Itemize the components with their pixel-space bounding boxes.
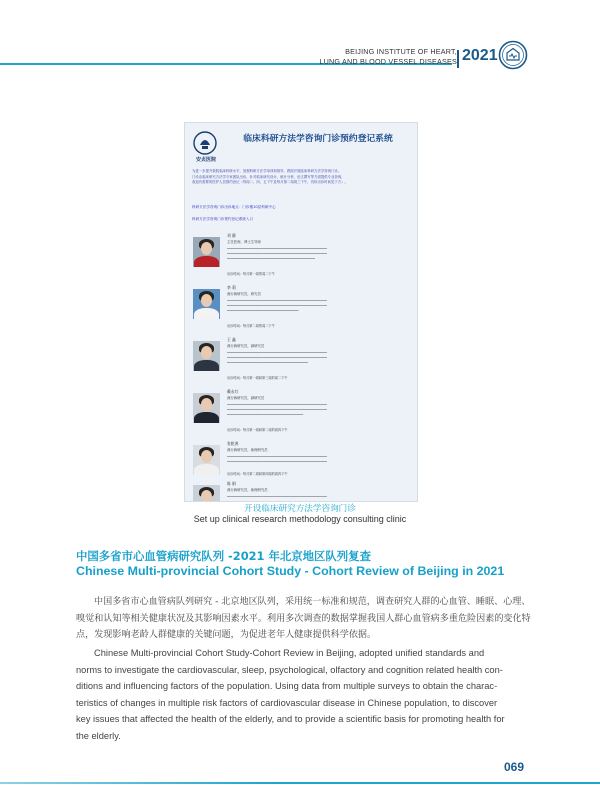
article-title-en: Chinese Multi-provincial Cohort Study - Cohort Review of Beijing in 2021 <box>76 564 505 578</box>
doctor-name: 张乾鸿 <box>227 441 239 446</box>
doctor-role: 流行病研究员，副研究员 <box>227 396 265 400</box>
body-line: 嗅觉和认知等相关健康状况及其影响因素水平。利用多次调查的数据掌握我国人群心血管病多重危险因素的变化特 <box>76 613 531 624</box>
doctor-card <box>193 285 409 330</box>
header-year: 2021 <box>462 47 498 64</box>
doctor-name: 王 鑫 <box>227 337 236 342</box>
doctor-bio: ▁▁▁▁▁▁▁▁▁▁▁▁▁▁▁▁▁▁▁▁▁▁▁▁▁▁▁▁▁▁▁▁▁▁▁▁▁▁▁▁▁▁ <box>227 493 327 497</box>
doctor-card <box>193 337 409 382</box>
doctor-photo <box>193 289 220 319</box>
body-line: 点，发现影响老龄人群健康的关键问题，为促进老年人健康提供科学依据。 <box>76 630 377 640</box>
intro-line: 门诊由临床研究方法学专家团队出诊，针对临床研究设计、统计分析、论文撰写等方面提供专业咨询， <box>192 174 345 179</box>
poster-intro <box>192 169 410 186</box>
clinic-poster-image <box>184 122 418 502</box>
hospital-logo-icon <box>193 131 217 155</box>
article-title-cn: 中国多省市心血管病研究队列 -2021 年北京地区队列复查 <box>76 549 371 563</box>
doctor-role: 流行病研究员，研究员 <box>227 292 261 296</box>
institute-name <box>319 47 457 66</box>
doctor-role: 主任医师，博士生导师 <box>227 240 261 244</box>
doctor-role: 流行病研究员，助理研究员 <box>227 488 268 492</box>
doctor-schedule: 出诊时间：每月第一周的周二下午 <box>227 272 275 276</box>
doctor-schedule: 出诊时间：每月第一周和第二周的周四下午 <box>227 428 288 432</box>
doctor-bio: ▁▁▁▁▁▁▁▁▁▁▁▁▁▁▁▁▁▁▁▁▁▁▁▁▁▁▁▁▁▁▁▁▁▁▁▁▁▁▁▁▁▁ ▁▁▁▁▁▁▁▁▁▁▁▁▁▁▁▁▁▁▁▁▁▁▁▁▁▁▁▁▁▁▁▁▁▁▁▁▁▁▁▁▁▁ ▁▁▁▁▁▁▁▁▁▁▁▁▁▁▁▁▁▁▁▁▁▁▁▁▁▁▁▁▁▁▁▁ <box>227 401 327 415</box>
doctor-name: 刘 静 <box>227 233 236 238</box>
doctor-bio: ▁▁▁▁▁▁▁▁▁▁▁▁▁▁▁▁▁▁▁▁▁▁▁▁▁▁▁▁▁▁▁▁▁▁▁▁▁▁▁▁▁▁ ▁▁▁▁▁▁▁▁▁▁▁▁▁▁▁▁▁▁▁▁▁▁▁▁▁▁▁▁▁▁▁▁▁▁▁▁▁▁▁▁▁▁ ▁▁▁▁▁▁▁▁▁▁▁▁▁▁▁▁▁▁▁▁▁▁▁▁▁▁▁▁▁▁ <box>227 297 327 311</box>
clinic-location: 科研方法学咨询门诊出诊地点：门诊楼10层科研中心 <box>192 205 276 209</box>
doctor-card <box>193 481 409 502</box>
doctor-name: 陈 娟 <box>227 481 236 486</box>
body-line: Chinese Multi-provincial Cohort Study-Cohort Review in Beijing, adopted unified standards and <box>94 648 485 658</box>
doctor-role: 流行病研究员，副研究员 <box>227 344 265 348</box>
doctor-photo <box>193 393 220 423</box>
institute-name-line2: LUNG AND BLOOD VESSEL DISEASES <box>319 56 457 66</box>
doctor-bio: ▁▁▁▁▁▁▁▁▁▁▁▁▁▁▁▁▁▁▁▁▁▁▁▁▁▁▁▁▁▁▁▁▁▁▁▁▁▁▁▁▁▁ ▁▁▁▁▁▁▁▁▁▁▁▁▁▁▁▁▁▁▁▁▁▁▁▁▁▁▁▁▁▁▁▁▁▁▁▁▁▁▁▁▁▁ ▁▁▁▁▁▁▁▁▁▁▁▁▁▁▁▁▁▁▁▁▁▁▁▁▁▁▁▁▁▁▁▁▁▁▁▁▁ <box>227 245 327 259</box>
body-line: ditions and influencing factors of the population. Using data from multiple surveys to obtain the charac- <box>76 681 498 692</box>
doctor-bio: ▁▁▁▁▁▁▁▁▁▁▁▁▁▁▁▁▁▁▁▁▁▁▁▁▁▁▁▁▁▁▁▁▁▁▁▁▁▁▁▁▁▁ ▁▁▁▁▁▁▁▁▁▁▁▁▁▁▁▁▁▁▁▁▁▁▁▁▁▁▁▁▁▁▁▁▁▁▁▁▁▁▁▁▁▁ <box>227 453 327 462</box>
doctor-name: 戴永红 <box>227 389 239 394</box>
figure-caption-en: Set up clinical research methodology consulting clinic <box>193 514 407 524</box>
doctor-photo <box>193 341 220 371</box>
doctor-name: 李 莉 <box>227 285 236 290</box>
doctor-schedule: 出诊时间：每月第二周和第四周的周四下午 <box>227 472 288 476</box>
doctor-photo <box>193 237 220 267</box>
intro-line: 为进一步提升我院临床科研水平，加强科研方法学培训和指导，我院开展临床科研方法学咨询门诊。 <box>192 169 342 173</box>
doctor-schedule: 出诊时间：每月第二周的周二下午 <box>227 324 275 328</box>
registration-link[interactable]: 科研方法学咨询门诊预约登记系统入口 <box>192 217 254 221</box>
body-line: teristics of changes in multiple risk factors of cardiovascular disease in Chinese population, to discover <box>76 697 498 708</box>
body-line: key issues that affected the health of the elderly, and to provide a scientific basis for promoting health for <box>76 714 505 725</box>
footer-rule <box>0 782 600 784</box>
doctor-card <box>193 441 409 479</box>
article-body-cn <box>76 594 531 644</box>
intro-line: 欢迎有需要的医护人员预约登记（每周二、四、五下午及每月第二周周三下午，具体出诊时间见下方）。 <box>192 180 348 185</box>
body-line: norms to investigate the cardiovascular, sleep, psychological, olfactory and cognition related health con- <box>76 664 503 675</box>
doctor-role: 流行病研究员，助理研究员 <box>227 448 268 452</box>
page-number: 069 <box>504 760 525 774</box>
doctor-photo <box>193 445 220 475</box>
doctor-bio: ▁▁▁▁▁▁▁▁▁▁▁▁▁▁▁▁▁▁▁▁▁▁▁▁▁▁▁▁▁▁▁▁▁▁▁▁▁▁▁▁▁▁ ▁▁▁▁▁▁▁▁▁▁▁▁▁▁▁▁▁▁▁▁▁▁▁▁▁▁▁▁▁▁▁▁▁▁▁▁▁▁▁▁▁▁ ▁▁▁▁▁▁▁▁▁▁▁▁▁▁▁▁▁▁▁▁▁▁▁▁▁▁▁▁▁▁▁▁▁▁ <box>227 349 327 363</box>
doctor-card <box>193 389 409 434</box>
header-separator <box>457 50 459 68</box>
article-body-en <box>76 645 526 745</box>
doctor-schedule: 出诊时间：每月第一周和第三周的周二下午 <box>227 376 288 380</box>
hospital-name: 安贞医院 <box>195 157 216 163</box>
institute-logo-icon <box>498 40 528 70</box>
doctor-photo <box>193 485 220 502</box>
body-line: the elderly. <box>76 730 121 741</box>
doctor-card <box>193 233 409 278</box>
institute-name-line1: BEIJING INSTITUTE OF HEART, <box>345 47 457 56</box>
figure-caption-cn: 开设临床研究方法学咨询门诊 <box>244 504 356 514</box>
body-line: 中国多省市心血管病队列研究 - 北京地区队列，采用统一标准和规范，调查研究人群的心血管、睡眠、心理、 <box>94 597 531 607</box>
poster-title: 临床科研方法学咨询门诊预约登记系统 <box>243 134 393 144</box>
